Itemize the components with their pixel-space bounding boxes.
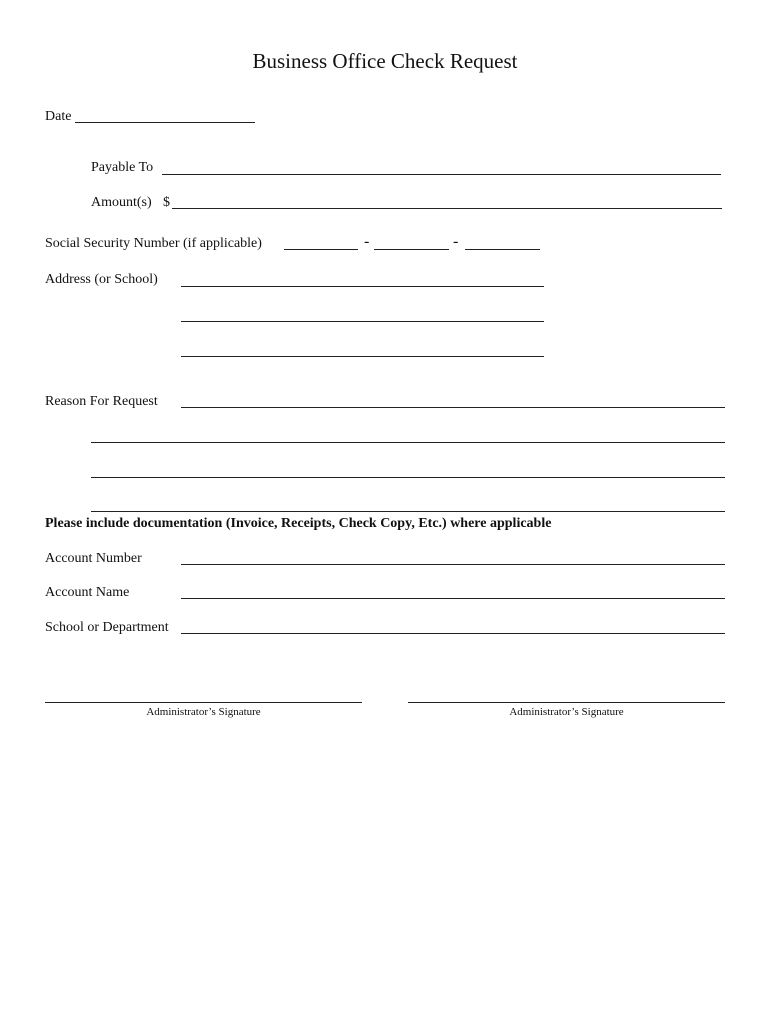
payable-to-field[interactable] xyxy=(162,174,721,175)
date-field[interactable] xyxy=(75,122,255,123)
reason-line-3[interactable] xyxy=(91,477,725,478)
ssn-label: Social Security Number (if applicable) xyxy=(45,236,262,251)
currency-symbol: $ xyxy=(163,195,170,210)
ssn-field-part-1[interactable] xyxy=(284,249,358,250)
form-title: Business Office Check Request xyxy=(252,49,518,73)
reason-line-1[interactable] xyxy=(181,407,725,408)
ssn-separator-1: - xyxy=(364,233,370,250)
address-line-3[interactable] xyxy=(181,356,544,357)
ssn-separator-2: - xyxy=(453,233,459,250)
reason-line-4[interactable] xyxy=(91,511,725,512)
school-department-field[interactable] xyxy=(181,633,725,634)
ssn-field-part-2[interactable] xyxy=(374,249,449,250)
documentation-note: Please include documentation (Invoice, Receipts, Check Copy, Etc.) where applicable xyxy=(45,516,552,531)
date-label: Date xyxy=(45,109,72,124)
signature-line-2[interactable] xyxy=(408,702,725,703)
payable-to-label: Payable To xyxy=(91,160,154,175)
signature-line-1[interactable] xyxy=(45,702,362,703)
amounts-label: Amount(s) xyxy=(91,195,152,210)
account-number-field[interactable] xyxy=(181,564,725,565)
reason-line-2[interactable] xyxy=(91,442,725,443)
account-name-label: Account Name xyxy=(45,585,130,600)
reason-label: Reason For Request xyxy=(45,394,158,409)
address-line-1[interactable] xyxy=(181,286,544,287)
school-department-label: School or Department xyxy=(45,620,169,635)
address-line-2[interactable] xyxy=(181,321,544,322)
ssn-field-part-3[interactable] xyxy=(465,249,540,250)
signature-label-2: Administrator’s Signature xyxy=(509,706,624,718)
account-name-field[interactable] xyxy=(181,598,725,599)
amounts-field[interactable] xyxy=(172,208,722,209)
signature-label-1: Administrator’s Signature xyxy=(146,706,261,718)
account-number-label: Account Number xyxy=(45,551,142,566)
address-label: Address (or School) xyxy=(45,272,158,287)
